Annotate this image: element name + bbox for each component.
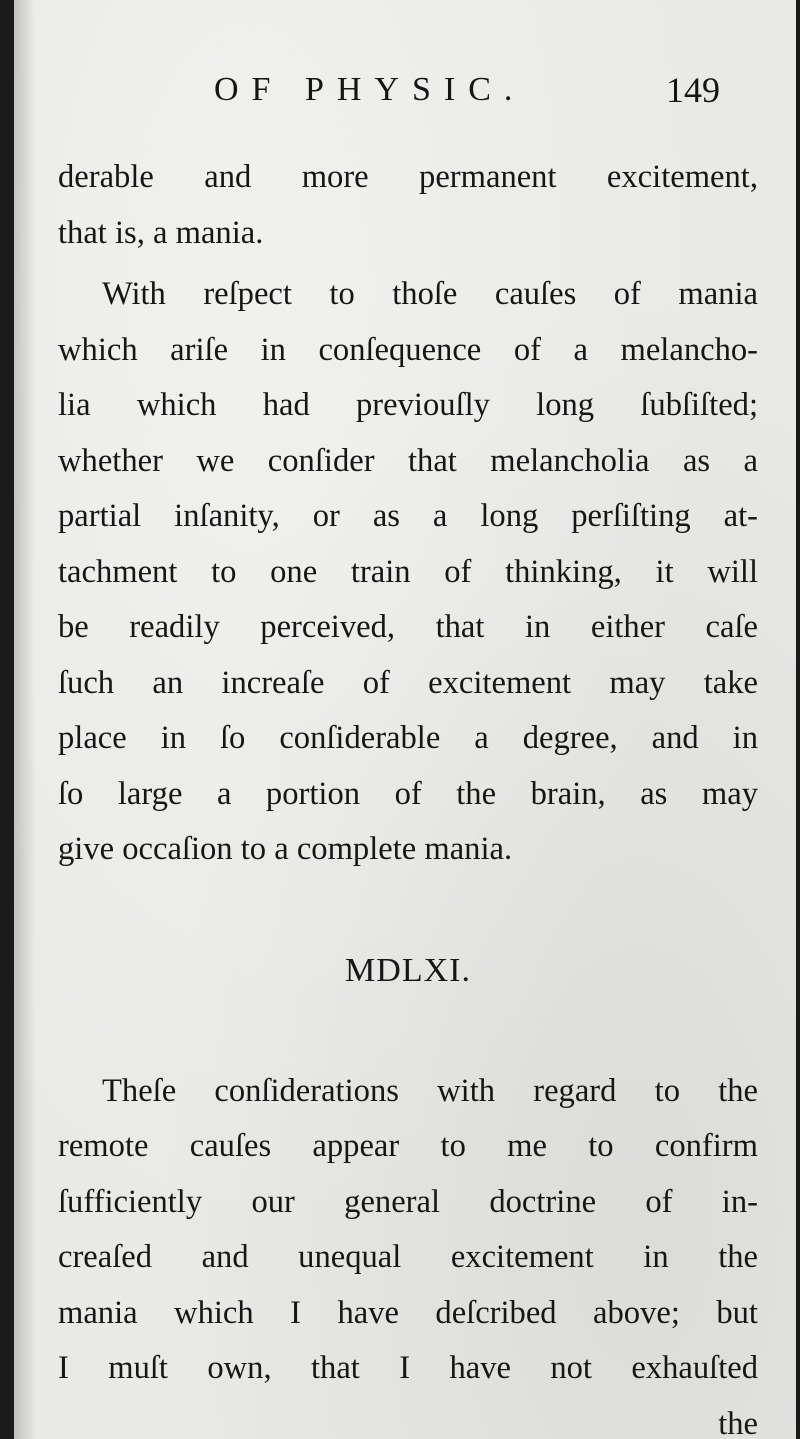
text-line: I muſt own, that I have not exhauſted: [58, 1350, 758, 1386]
text-line: With reſpect to thoſe cauſes of mania: [102, 276, 758, 312]
page-header: [14, 62, 796, 112]
book-page: [14, 0, 796, 1439]
paragraph-continuation: [58, 150, 758, 261]
text-line: Theſe conſiderations with regard to the: [102, 1072, 758, 1109]
catchword: the: [718, 1405, 758, 1439]
text-line: derable and more permanent excitement,: [58, 159, 758, 195]
section-heading: MDLXI.: [345, 951, 471, 989]
text-line: place in ſo conſiderable a degree, and in: [58, 720, 758, 756]
text-line: whether we conſider that melancholia as a: [58, 442, 758, 479]
text-line: creaſed and unequal excitement in the: [58, 1239, 758, 1275]
page-gutter-shadow: [14, 0, 36, 1439]
text-line: ſuch an increaſe of excitement may take: [58, 664, 758, 701]
text-line: that is, a mania.: [58, 214, 264, 251]
text-line: ſufficiently our general doctrine of in-: [58, 1183, 758, 1220]
text-line: give occaſion to a complete mania.: [58, 831, 513, 867]
page-body: [58, 150, 758, 1439]
text-line: be readily perceived, that in either caſe: [58, 609, 758, 645]
text-line: remote cauſes appear to me to confirm: [58, 1128, 758, 1164]
running-title: OF PHYSIC.: [214, 71, 526, 108]
text-line: mania which I have deſcribed above; but: [58, 1294, 758, 1331]
paragraph: [58, 267, 758, 878]
text-line: which ariſe in conſequence of a melancho-: [58, 331, 758, 368]
page-number: 149: [666, 70, 720, 110]
text-line: lia which had previouſly long ſubſiſted;: [58, 387, 758, 423]
text-line: partial inſanity, or as a long perſiſting at-: [58, 498, 758, 534]
text-line: ſo large a portion of the brain, as may: [58, 775, 758, 812]
section-paragraph: [58, 1064, 758, 1397]
text-line: tachment to one train of thinking, it will: [58, 553, 758, 590]
